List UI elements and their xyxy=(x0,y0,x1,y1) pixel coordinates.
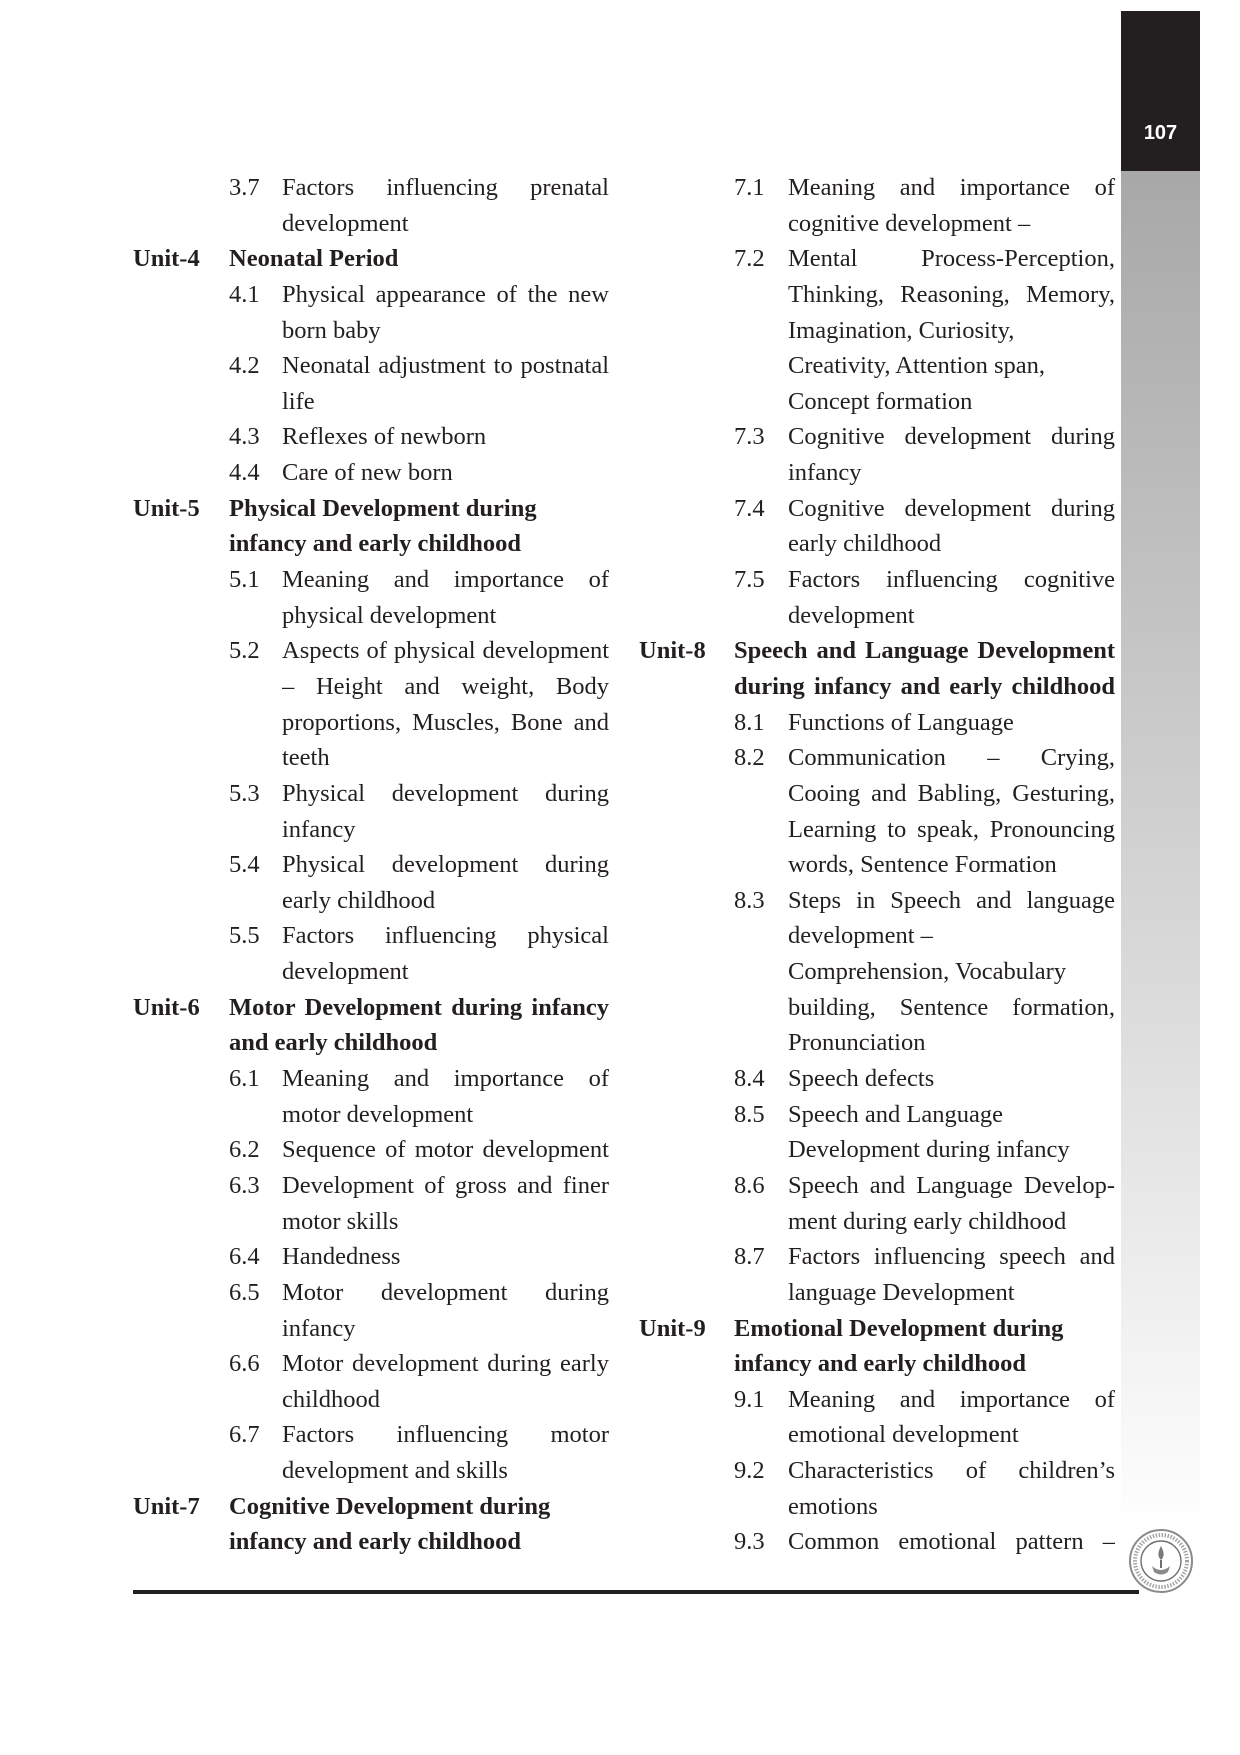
section-7-5 xyxy=(0,562,1240,633)
unit-label: Unit-9 xyxy=(639,1314,706,1342)
section-number: 8.4 xyxy=(734,1065,765,1093)
unit-title-line: infancy and early childhood xyxy=(734,1350,1027,1378)
section-title-line: Sequence of motor development xyxy=(282,1136,609,1164)
section-title-line: Reflexes of newborn xyxy=(282,423,487,451)
section-number: 6.2 xyxy=(229,1136,260,1164)
section-8-4 xyxy=(0,1061,1240,1097)
section-number: 8.3 xyxy=(734,886,765,914)
section-number: 9.2 xyxy=(734,1457,765,1485)
unit-title xyxy=(734,1311,1115,1382)
section-title-line: Meaning and importance of xyxy=(788,174,1115,201)
section-number: 6.7 xyxy=(229,1421,260,1449)
section-number: 4.3 xyxy=(229,423,260,451)
section-title-line: early childhood xyxy=(788,530,942,558)
section-8-1 xyxy=(0,705,1240,741)
unit-title-line: Emotional Development during xyxy=(734,1314,1064,1342)
unit-label: Unit-4 xyxy=(133,245,200,273)
section-7-4 xyxy=(0,491,1240,562)
unit-title-line: Physical Development during xyxy=(229,494,537,522)
section-title-line: cognitive development – xyxy=(788,209,1031,237)
section-title-line: Steps in Speech and language xyxy=(788,886,1115,914)
section-title-line: physical development xyxy=(282,601,497,629)
section-9-1 xyxy=(0,1382,1240,1453)
section-title-line: Speech defects xyxy=(788,1065,935,1093)
section-title-line: infancy xyxy=(788,459,862,487)
section-title-line: life xyxy=(282,387,315,415)
section-title-line: infancy xyxy=(282,815,356,843)
section-title xyxy=(788,491,1115,562)
section-title-line: Characteristics of children’s xyxy=(788,1457,1115,1485)
section-title-line: born baby xyxy=(282,316,381,344)
section-title-line: emotions xyxy=(788,1492,878,1520)
unit-title-line: Cognitive Development during xyxy=(229,1492,551,1520)
section-number: 4.4 xyxy=(229,459,260,487)
section-title xyxy=(788,241,1115,419)
section-9-3 xyxy=(0,1524,1240,1560)
section-number: 8.5 xyxy=(734,1100,765,1128)
section-number: 9.1 xyxy=(734,1385,765,1413)
section-title-line: emotional development xyxy=(788,1421,1019,1449)
section-title-line: Factors influencing motor xyxy=(282,1421,609,1449)
section-number: 5.4 xyxy=(229,851,260,879)
section-title xyxy=(788,1524,1115,1560)
unit-9 xyxy=(0,1311,1240,1382)
section-title-line: Functions of Language xyxy=(788,708,1014,736)
section-title xyxy=(788,1097,1115,1168)
section-title-line: Speech and Language xyxy=(788,1100,1003,1128)
section-title-line: Aspects of physical development xyxy=(282,637,609,665)
section-number: 5.3 xyxy=(229,779,260,807)
section-number: 5.5 xyxy=(229,922,260,950)
section-number: 5.1 xyxy=(229,566,260,594)
unit-title-line: and early childhood xyxy=(229,1029,438,1057)
section-title-line: infancy xyxy=(282,1314,356,1342)
section-title-line: words, Sentence Formation xyxy=(788,851,1057,879)
unit-title-line: infancy and early childhood xyxy=(229,530,522,558)
section-title xyxy=(788,1382,1115,1453)
section-title-line: Cognitive development during xyxy=(788,423,1115,451)
section-title-line: motor skills xyxy=(282,1207,399,1235)
section-title-line: Meaning and importance of xyxy=(788,1385,1115,1413)
section-number: 8.1 xyxy=(734,708,765,736)
section-number: 7.1 xyxy=(734,174,765,201)
unit-label: Unit-6 xyxy=(133,993,200,1021)
section-title xyxy=(788,705,1115,741)
section-title-line: language Development xyxy=(788,1278,1015,1306)
section-title xyxy=(788,1239,1115,1310)
section-title-line: Mental Process-Perception, xyxy=(788,245,1115,273)
section-number: 4.2 xyxy=(229,352,260,380)
section-title-line: Meaning and importance of xyxy=(282,566,609,594)
unit-title-line: during infancy and early childhood xyxy=(734,672,1115,700)
section-title-line: early childhood xyxy=(282,886,436,914)
section-title-line: Motor development during early xyxy=(282,1350,609,1378)
unit-title-line: infancy and early childhood xyxy=(229,1528,522,1556)
unit-title-line: Neonatal Period xyxy=(229,245,399,273)
section-title-line: teeth xyxy=(282,744,330,772)
section-title-line: development – xyxy=(788,922,933,950)
section-number: 7.4 xyxy=(734,494,765,522)
section-title xyxy=(788,419,1115,490)
section-title-line: development xyxy=(282,209,409,237)
section-title-line: motor development xyxy=(282,1100,474,1128)
unit-8 xyxy=(0,633,1240,704)
section-title-line: Development of gross and finer xyxy=(282,1171,609,1199)
section-title-line: Learning to speak, Pronouncing xyxy=(788,815,1115,843)
section-8-7 xyxy=(0,1239,1240,1310)
section-title-line: Care of new born xyxy=(282,459,453,487)
bottom-rule xyxy=(133,1590,1139,1594)
section-title xyxy=(788,1061,1115,1097)
section-number: 7.5 xyxy=(734,566,765,594)
section-title-line: ment during early childhood xyxy=(788,1207,1067,1235)
section-title-line: Physical development during xyxy=(282,779,609,807)
section-number: 8.7 xyxy=(734,1243,765,1271)
section-title-line: Pronunciation xyxy=(788,1029,926,1057)
section-8-5 xyxy=(0,1097,1240,1168)
section-7-2 xyxy=(0,241,1240,419)
section-title-line: Factors influencing cognitive xyxy=(788,566,1115,594)
section-title-line: Development during infancy xyxy=(788,1136,1070,1164)
section-title-line: Factors influencing prenatal xyxy=(282,174,609,201)
section-title-line: Handedness xyxy=(282,1243,401,1271)
section-title-line: building, Sentence formation, xyxy=(788,993,1115,1021)
section-title-line: Communication – Crying, xyxy=(788,744,1115,772)
section-title xyxy=(788,1168,1115,1239)
section-title xyxy=(788,740,1115,883)
section-7-3 xyxy=(0,419,1240,490)
section-title xyxy=(788,883,1115,1061)
section-number: 8.2 xyxy=(734,744,765,772)
section-title-line: Physical development during xyxy=(282,851,609,879)
section-title-line: development and skills xyxy=(282,1457,508,1485)
section-number: 6.1 xyxy=(229,1065,260,1093)
section-number: 4.1 xyxy=(229,280,260,308)
section-title-line: Imagination, Curiosity, xyxy=(788,316,1015,344)
unit-label: Unit-7 xyxy=(133,1492,200,1520)
unit-title-line: Speech and Language Development xyxy=(734,637,1115,665)
section-9-2 xyxy=(0,1453,1240,1524)
section-title-line: Cognitive development during xyxy=(788,494,1115,522)
section-title-line: childhood xyxy=(282,1385,380,1413)
section-number: 6.6 xyxy=(229,1350,260,1378)
section-title-line: proportions, Muscles, Bone and xyxy=(282,708,609,736)
section-title-line: Motor development during xyxy=(282,1278,609,1306)
section-title-line: development xyxy=(282,958,409,986)
section-title-line: Concept formation xyxy=(788,387,973,415)
section-title-line: Common emotional pattern – xyxy=(788,1528,1115,1556)
section-7-1 xyxy=(0,170,1240,241)
section-title-line: Comprehension, Vocabulary xyxy=(788,958,1067,986)
section-title-line: Thinking, Reasoning, Memory, xyxy=(788,280,1115,308)
section-8-2 xyxy=(0,740,1240,883)
section-number: 7.2 xyxy=(734,245,765,273)
unit-label: Unit-8 xyxy=(639,637,706,665)
section-number: 6.3 xyxy=(229,1171,260,1199)
unit-label: Unit-5 xyxy=(133,494,200,522)
section-title xyxy=(788,562,1115,633)
unit-title-line: Motor Development during infancy xyxy=(229,993,609,1021)
section-title xyxy=(788,1453,1115,1524)
section-title-line: Physical appearance of the new xyxy=(282,280,609,308)
section-number: 9.3 xyxy=(734,1528,765,1556)
page-number-tab xyxy=(1121,11,1200,171)
section-number: 6.4 xyxy=(229,1243,260,1271)
section-number: 8.6 xyxy=(734,1171,765,1199)
section-title-line: Cooing and Babling, Gesturing, xyxy=(788,779,1115,807)
seal-emblem-icon xyxy=(1128,1528,1194,1594)
section-title-line: Factors influencing speech and xyxy=(788,1243,1115,1271)
contents-right-column xyxy=(0,170,1240,1560)
section-8-3 xyxy=(0,883,1240,1061)
section-title-line: Speech and Language Develop- xyxy=(788,1171,1115,1199)
section-title-line: development xyxy=(788,601,915,629)
unit-title xyxy=(734,633,1115,704)
section-number: 6.5 xyxy=(229,1278,260,1306)
section-title-line: Factors influencing physical xyxy=(282,922,609,950)
section-title-line: – Height and weight, Body xyxy=(282,672,609,700)
page-number: 107 xyxy=(1143,122,1178,144)
section-title-line: Creativity, Attention span, xyxy=(788,352,1045,380)
section-title-line: Neonatal adjustment to postnatal xyxy=(282,352,609,380)
section-number: 7.3 xyxy=(734,423,765,451)
section-number: 5.2 xyxy=(229,637,260,665)
section-number: 3.7 xyxy=(229,174,260,201)
section-title xyxy=(788,170,1115,241)
section-title-line: Meaning and importance of xyxy=(282,1065,609,1093)
section-8-6 xyxy=(0,1168,1240,1239)
